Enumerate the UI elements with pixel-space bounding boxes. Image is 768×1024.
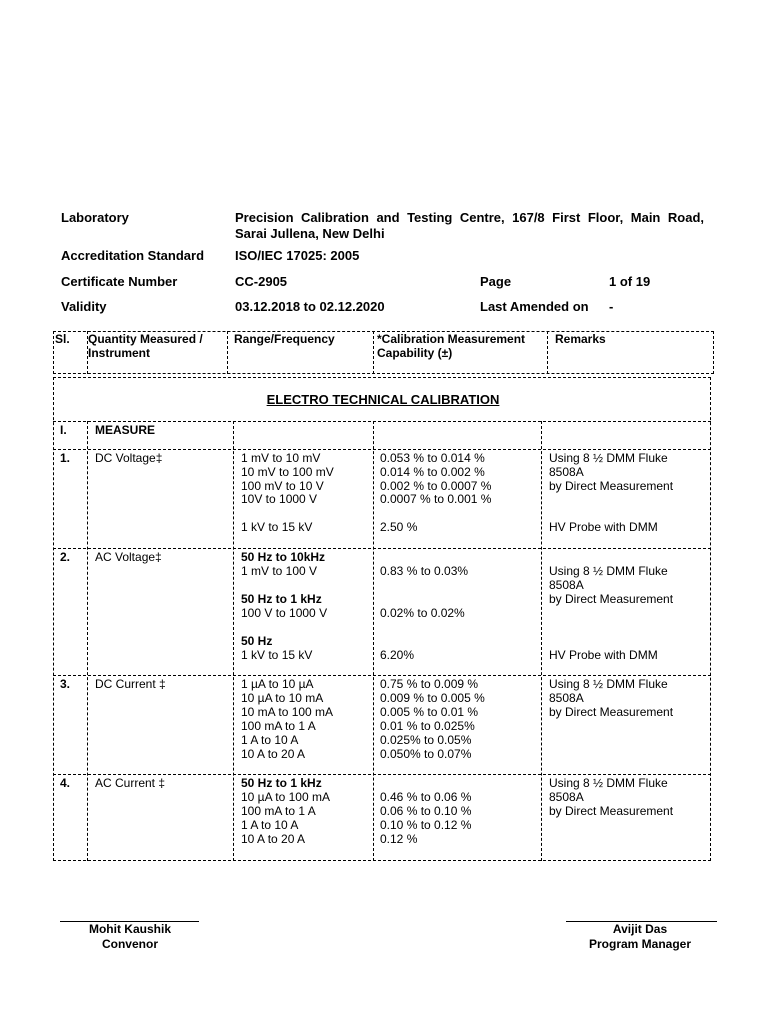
row-number: 4. [60, 776, 71, 790]
range-cell: 10 A to 20 A [241, 832, 306, 846]
remark-cell: 8508A [549, 691, 584, 705]
row-number: 3. [60, 677, 71, 691]
cmc-cell: 6.20% [380, 648, 415, 662]
range-heading: 50 Hz to 1 kHz [241, 592, 322, 606]
laboratory-label: Laboratory [61, 210, 129, 225]
range-heading: 50 Hz [241, 634, 273, 648]
accreditation-standard-value: ISO/IEC 17025: 2005 [235, 248, 360, 263]
remark-cell: HV Probe with DMM [549, 520, 658, 534]
remark-cell: Using 8 ½ DMM Fluke [549, 564, 668, 578]
quantity-name: AC Current ‡ [95, 776, 166, 790]
cmc-cell: 0.014 % to 0.002 % [380, 465, 485, 479]
validity-value: 03.12.2018 to 02.12.2020 [235, 299, 385, 314]
cmc-cell: 0.025% to 0.05% [380, 733, 472, 747]
cmc-cell: 0.0007 % to 0.001 % [380, 492, 492, 506]
laboratory-address: Precision Calibration and Testing Centre, 167/8 First Floor, Main Road, Sarai Jullena, New Delhi [235, 210, 704, 241]
cmc-cell: 2.50 % [380, 520, 418, 534]
col-range: Range/Frequency [234, 332, 335, 346]
remark-cell: 8508A [549, 790, 584, 804]
col-sl: Sl. [55, 332, 70, 346]
quantity-name: AC Voltage‡ [95, 550, 162, 564]
range-cell: 1 A to 10 A [241, 733, 299, 747]
quantity-name: DC Voltage‡ [95, 451, 163, 465]
remark-cell: Using 8 ½ DMM Fluke [549, 677, 668, 691]
row-number: 1. [60, 451, 71, 465]
cmc-cell: 0.009 % to 0.005 % [380, 691, 485, 705]
left-signatory-name: Mohit Kaushik [88, 922, 171, 936]
remark-cell: Using 8 ½ DMM Fluke [549, 451, 668, 465]
left-signatory-role: Convenor [101, 937, 158, 951]
remark-cell: Using 8 ½ DMM Fluke [549, 776, 668, 790]
validity-label: Validity [61, 299, 107, 314]
last-amended-value: - [609, 299, 614, 314]
certificate-number-label: Certificate Number [61, 274, 178, 289]
last-amended-label: Last Amended on [480, 299, 589, 314]
remark-cell: 8508A [549, 465, 584, 479]
range-cell: 100 mA to 1 A [241, 804, 316, 818]
cmc-cell: 0.75 % to 0.009 % [380, 677, 479, 691]
cmc-cell: 0.46 % to 0.06 % [380, 790, 472, 804]
range-cell: 10 mA to 100 mA [241, 705, 334, 719]
certificate-number-value: CC-2905 [235, 274, 288, 289]
range-cell: 1 A to 10 A [241, 818, 299, 832]
range-heading: 50 Hz to 1 kHz [241, 776, 322, 790]
right-signatory-name: Avijit Das [612, 922, 668, 936]
cmc-cell: 0.002 % to 0.0007 % [380, 479, 492, 493]
col-remarks: Remarks [555, 332, 606, 346]
quantity-name: DC Current ‡ [95, 677, 166, 691]
remark-cell: by Direct Measurement [549, 479, 674, 493]
remark-cell: 8508A [549, 578, 584, 592]
range-cell: 10 mV to 100 mV [241, 465, 334, 479]
cmc-cell: 0.83 % to 0.03% [380, 564, 469, 578]
range-cell: 100 V to 1000 V [241, 606, 328, 620]
page-value: 1 of 19 [609, 274, 651, 289]
col-quantity: Quantity Measured / Instrument [88, 332, 203, 360]
range-cell: 1 µA to 10 µA [241, 677, 314, 691]
row-number: 2. [60, 550, 71, 564]
col-cmc: *Calibration Measurement Capability (±) [377, 332, 526, 360]
section-title: ELECTRO TECHNICAL CALIBRATION [266, 392, 500, 407]
range-heading: 50 Hz to 10kHz [241, 550, 326, 564]
remark-cell: by Direct Measurement [549, 592, 674, 606]
remark-cell: HV Probe with DMM [549, 648, 658, 662]
measure-label: MEASURE [95, 423, 156, 437]
remark-cell: by Direct Measurement [549, 804, 674, 818]
range-cell: 100 mA to 1 A [241, 719, 316, 733]
cmc-cell: 0.053 % to 0.014 % [380, 451, 485, 465]
cmc-cell: 0.12 % [380, 832, 418, 846]
cmc-cell: 0.06 % to 0.10 % [380, 804, 472, 818]
range-cell: 10 µA to 100 mA [241, 790, 330, 804]
range-cell: 1 kV to 15 kV [241, 520, 313, 534]
accreditation-standard-label: Accreditation Standard [61, 248, 205, 263]
range-cell: 10 A to 20 A [241, 747, 306, 761]
cmc-cell: 0.005 % to 0.01 % [380, 705, 479, 719]
range-cell: 1 mV to 100 V [241, 564, 318, 578]
page-label: Page [480, 274, 512, 289]
cmc-cell: 0.10 % to 0.12 % [380, 818, 472, 832]
cmc-cell: 0.01 % to 0.025% [380, 719, 475, 733]
range-cell: 1 kV to 15 kV [241, 648, 313, 662]
measure-number: I. [60, 423, 67, 437]
range-cell: 10 µA to 10 mA [241, 691, 324, 705]
cmc-cell: 0.02% to 0.02% [380, 606, 465, 620]
range-cell: 100 mV to 10 V [241, 479, 324, 493]
remark-cell: by Direct Measurement [549, 705, 674, 719]
range-cell: 1 mV to 10 mV [241, 451, 321, 465]
cmc-cell: 0.050% to 0.07% [380, 747, 472, 761]
right-signatory-role: Program Manager [588, 937, 692, 951]
range-cell: 10V to 1000 V [241, 492, 318, 506]
